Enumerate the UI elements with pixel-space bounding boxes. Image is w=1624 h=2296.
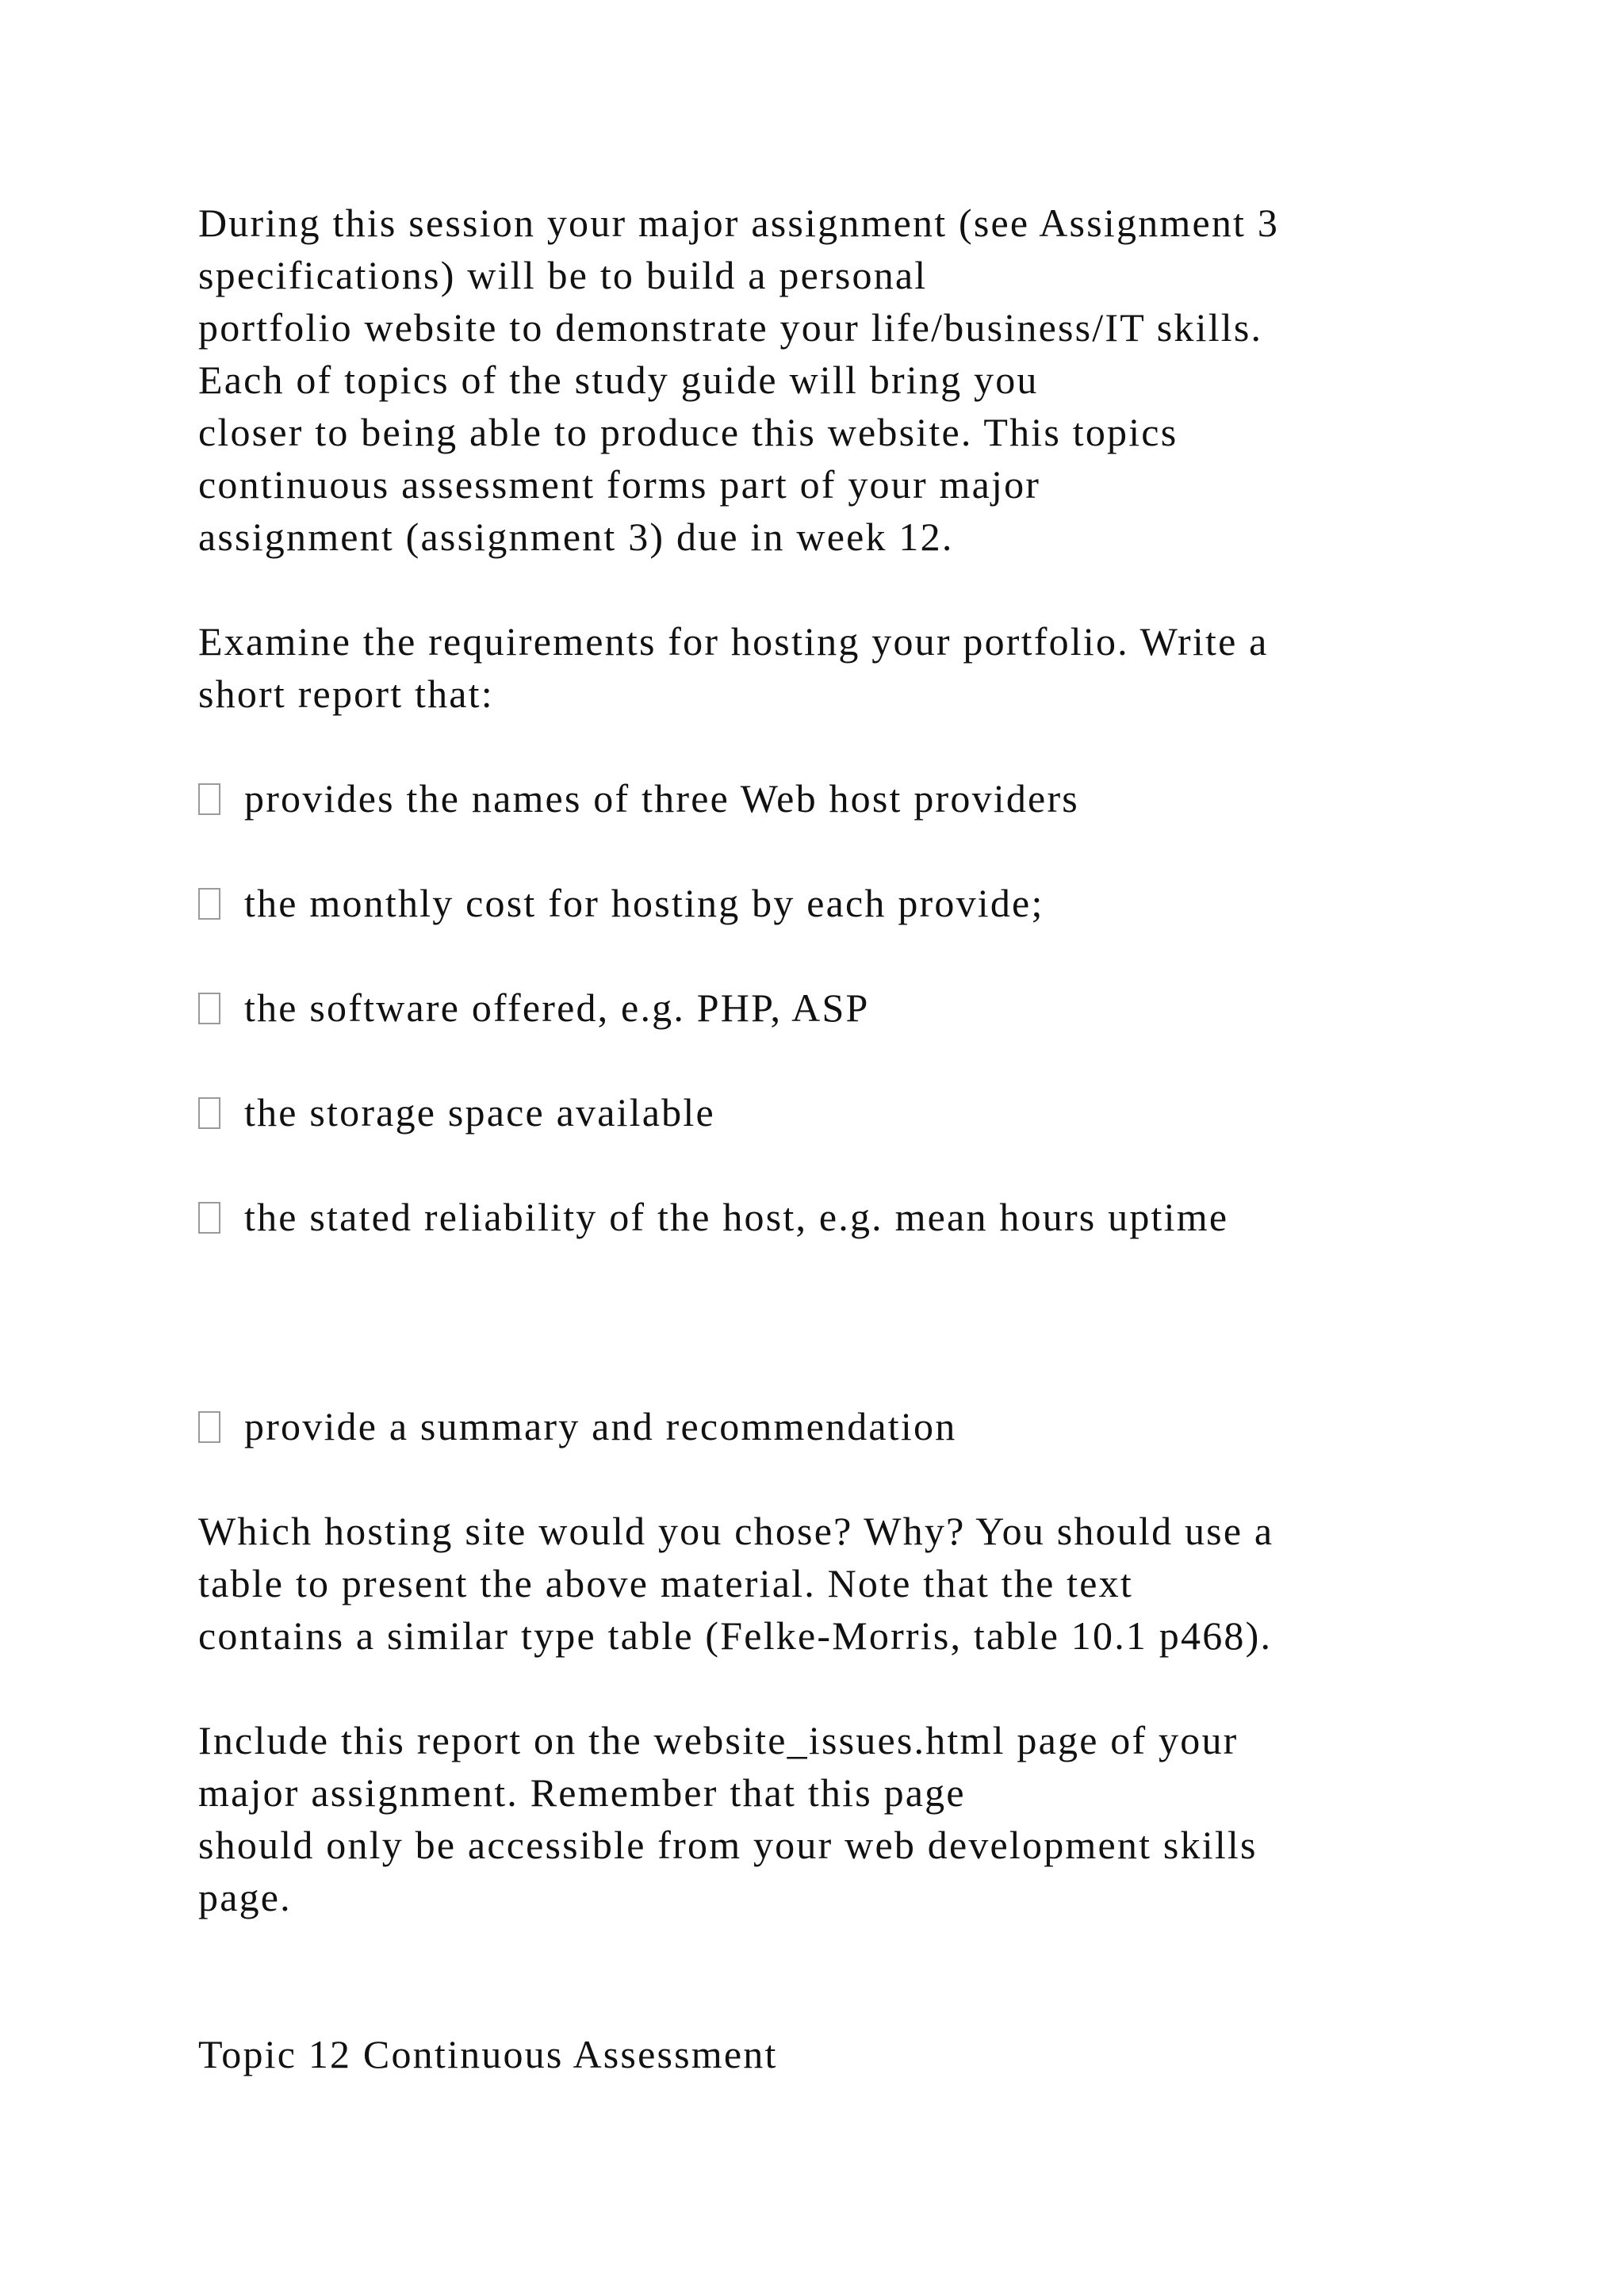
- intro-line: specifications) will be to build a personal: [198, 253, 928, 297]
- bullet-text: the software offered, e.g. PHP, ASP: [244, 985, 870, 1030]
- bullet-text: provides the names of three Web host providers: [244, 776, 1079, 821]
- question-line: Which hosting site would you chose? Why? You should use a: [198, 1509, 1274, 1553]
- bullet-box-icon: [198, 993, 220, 1024]
- bullet-item: [198, 772, 1079, 825]
- bullet-box-icon: [198, 1411, 220, 1443]
- include-line: major assignment. Remember that this page: [198, 1770, 966, 1815]
- include-line: should only be accessible from your web development skills: [198, 1823, 1258, 1867]
- bullet-box-icon: [198, 1097, 220, 1129]
- intro-line: assignment (assignment 3) due in week 12.: [198, 515, 954, 559]
- question-line: table to present the above material. Note that the text: [198, 1561, 1133, 1605]
- intro-line: Each of topics of the study guide will bring you: [198, 358, 1039, 402]
- bullet-item: [198, 877, 1044, 929]
- bullet-item: [198, 1086, 715, 1138]
- task-line: short report that:: [198, 672, 494, 716]
- bullet-text: provide a summary and recommendation: [244, 1404, 957, 1448]
- intro-line: continuous assessment forms part of your major: [198, 462, 1041, 507]
- bullet-box-icon: [198, 888, 220, 920]
- bullet-item: [198, 1191, 1228, 1243]
- task-line: Examine the requirements for hosting your portfolio. Write a: [198, 619, 1269, 664]
- footer-title: [198, 2028, 778, 2080]
- task-paragraph: [198, 615, 1269, 720]
- intro-line: During this session your major assignment (see Assignment 3: [198, 201, 1280, 245]
- bullet-box-icon: [198, 783, 220, 815]
- question-paragraph: [198, 1505, 1274, 1662]
- footer-title-text: Topic 12 Continuous Assessment: [198, 2032, 778, 2076]
- bullet-item: [198, 1400, 956, 1452]
- intro-line: closer to being able to produce this website. This topics: [198, 410, 1178, 454]
- bullet-text: the stated reliability of the host, e.g. mean hours uptime: [244, 1195, 1229, 1239]
- intro-line: portfolio website to demonstrate your life/business/IT skills.: [198, 305, 1263, 350]
- question-line: contains a similar type table (Felke-Morris, table 10.1 p468).: [198, 1613, 1273, 1658]
- bullet-text: the storage space available: [244, 1090, 715, 1135]
- include-paragraph: [198, 1714, 1258, 1923]
- include-line: page.: [198, 1875, 292, 1919]
- bullet-box-icon: [198, 1202, 220, 1234]
- intro-paragraph: [198, 197, 1279, 563]
- bullet-item: [198, 982, 870, 1034]
- bullet-text: the monthly cost for hosting by each provide;: [244, 881, 1044, 925]
- include-line: Include this report on the website_issues.html page of your: [198, 1718, 1239, 1762]
